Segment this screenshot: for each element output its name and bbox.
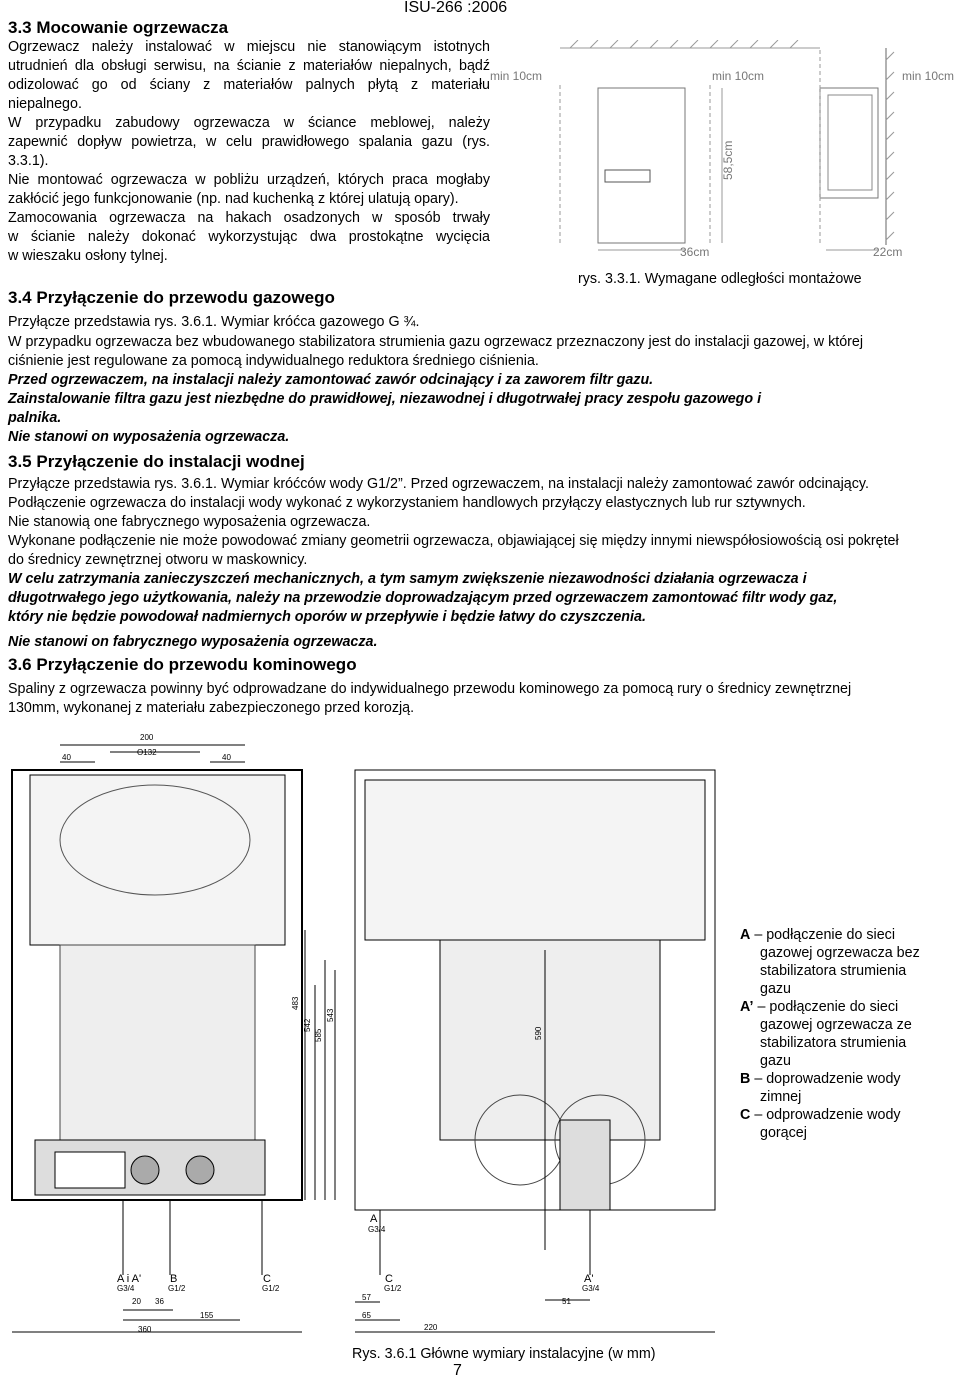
paragraph-line: do średnicy zewnętrznej otworu w maskownicy. — [8, 552, 308, 568]
dim-132: O132 — [137, 748, 157, 757]
paragraph-line: Podłączenie ogrzewacza do instalacji wody wykonać z wykorzystaniem handlowych przyłączy elastycznych lub rur sztywnych. — [8, 495, 806, 511]
paragraph-line: Zamocowania ogrzewacza na hakach osadzonych w sposób trwały — [8, 210, 490, 226]
dim-65: 65 — [362, 1311, 371, 1320]
dim-51: 51 — [562, 1297, 571, 1306]
legend-key-a: A — [740, 927, 751, 943]
legend-text: – odprowadzenie wody — [754, 1107, 901, 1123]
dim-360: 360 — [138, 1325, 152, 1334]
label-g12-cr: G1/2 — [384, 1284, 402, 1293]
legend-text: – podłączenie do sieci — [754, 927, 895, 943]
section-title-3-5: 3.5 Przyłączenie do instalacji wodnej — [8, 452, 305, 471]
connection-legend — [740, 926, 955, 1142]
legend-key-b: B — [740, 1071, 751, 1087]
legend-key-a-prime: A’ — [740, 999, 754, 1015]
legend-text: gorącej — [760, 1125, 807, 1141]
paragraph-line: utrudnień dla obsługi serwisu, na ścianie z materiałów niepalnych, bądź — [8, 58, 490, 74]
dim-483: 483 — [291, 996, 300, 1010]
height-label: 58,5cm — [721, 140, 735, 180]
paragraph-line: W celu zatrzymania zanieczyszczeń mechanicznych, a tym samym zwiększenie niezawodności działania ogrzewacza i — [8, 571, 807, 587]
label-c-right: C — [385, 1273, 393, 1285]
paragraph-line: 3.3.1). — [8, 153, 49, 169]
section-title-3-6: 3.6 Przyłączenie do przewodu kominowego — [8, 655, 357, 674]
paragraph-line: zapewnić dopływ powietrza, w celu prawidłowego spalania gazu (rys. — [8, 134, 490, 150]
min-mid-label: min 10cm — [712, 69, 765, 83]
paragraph-line: Nie stanowi on wyposażenia ogrzewacza. — [8, 429, 290, 445]
dim-543: 543 — [326, 1008, 335, 1022]
paragraph-line: Przyłącze przedstawia rys. 3.6.1. Wymiar króćców wody G1/2”. Przed ogrzewaczem, na instalacji należy zamontować zawór odcinający. — [8, 476, 869, 492]
paragraph-line: Przyłącze przedstawia rys. 3.6.1. Wymiar króćca gazowego G ¾. — [8, 314, 420, 330]
installation-dimensions-figure — [0, 720, 735, 1340]
paragraph-line: 130mm, wykonanej z materiału zabezpieczonego przed korozją. — [8, 700, 415, 716]
label-g12-c: G1/2 — [262, 1284, 280, 1293]
label-g12-b: G1/2 — [168, 1284, 186, 1293]
label-a-mid: A — [370, 1213, 378, 1225]
doc-id: ISU-266 :2006 — [404, 0, 508, 16]
dim-40-left: 40 — [62, 753, 71, 762]
paragraph-line: odizolować go od ściany z materiałów palnych płytą z materiału — [8, 77, 490, 93]
legend-text: stabilizatora strumienia — [760, 1035, 907, 1051]
paragraph-line: palnika. — [8, 410, 62, 426]
label-a-i-a-prime: A i A' — [117, 1273, 142, 1285]
section-3-5 — [8, 475, 952, 652]
legend-text: gazowej ogrzewacza bez — [760, 945, 920, 961]
paragraph-line: Zainstalowanie filtra gazu jest niezbędne do prawidłowej, niezawodnej i długotrwałej pracy zespołu gazowego i — [8, 391, 762, 407]
paragraph-line: ciśnienie jest regulowane za pomocą indywidualnego reduktora średniego ciśnienia. — [8, 353, 539, 369]
min-left-label: min 10cm — [490, 69, 543, 83]
dim-585: 585 — [314, 1028, 323, 1042]
page-number: 7 — [453, 1362, 462, 1379]
depth-22-label: 22cm — [873, 245, 903, 259]
legend-text: – podłączenie do sieci — [757, 999, 899, 1015]
legend-text: stabilizatora strumienia — [760, 963, 907, 979]
paragraph-line: w ścianie należy dokonać wykorzystując dwa prostokątne wycięcia — [8, 229, 490, 245]
dim-40-right: 40 — [222, 753, 231, 762]
paragraph: Ogrzewacz należy instalować w miejscu nie stanowiącym istotnych — [8, 39, 490, 55]
min-right-label: min 10cm — [902, 69, 955, 83]
paragraph-line: Przed ogrzewaczem, na instalacji należy zamontować zawór odcinający i za zaworem filtr gazu. — [8, 372, 654, 388]
paragraph-line: długotrwałego jego użytkowania, należy na przewodzie doprowadzającym przed ogrzewaczem zamontować filtr wody gaz, — [8, 590, 838, 606]
label-a-prime: A' — [584, 1273, 594, 1285]
dim-36: 36 — [155, 1297, 164, 1306]
paragraph-line: W przypadku ogrzewacza bez wbudowanego stabilizatora strumienia gazu ogrzewacz przeznaczony jest do instalacji gazowej, w której — [8, 334, 864, 350]
figure-caption-3-3-1: rys. 3.3.1. Wymagane odległości montażowe — [578, 271, 862, 287]
ceiling-hatch — [570, 40, 798, 48]
section-3-3 — [8, 18, 490, 266]
label-c-left: C — [263, 1273, 271, 1285]
paragraph-line: który nie będzie powodował nadmiernych oporów w przepływie i będzie łatwy do czyszczenia. — [8, 609, 646, 625]
label-g34-mid: G3/4 — [368, 1225, 386, 1234]
label-b: B — [170, 1273, 178, 1285]
paragraph-line: Spaliny z ogrzewacza powinny być odprowadzane do indywidualnego przewodu kominowego za pomocą rury o średnicy zewnętrznej — [8, 681, 852, 697]
dim-57: 57 — [362, 1293, 371, 1302]
section-3-4 — [8, 333, 952, 447]
dim-220: 220 — [424, 1323, 438, 1332]
legend-key-c: C — [740, 1107, 751, 1123]
dim-200: 200 — [140, 733, 154, 742]
paragraph-line: Nie stanowi on fabrycznego wyposażenia ogrzewacza. — [8, 634, 378, 650]
paragraph-line: w wieszaku osłony tylnej. — [8, 248, 168, 264]
legend-text: – doprowadzenie wody — [754, 1071, 901, 1087]
paragraph-line: niepalnego. — [8, 96, 82, 112]
figure-caption-3-6-1: Rys. 3.6.1 Główne wymiary instalacyjne (w mm) — [352, 1346, 656, 1362]
dim-155: 155 — [200, 1311, 214, 1320]
dim-542: 542 — [303, 1018, 312, 1032]
label-g34-right: G3/4 — [582, 1284, 600, 1293]
paragraph-line: Nie stanowią one fabrycznego wyposażenia ogrzewacza. — [8, 514, 371, 530]
legend-text: zimnej — [760, 1089, 802, 1105]
section-title-3-3: 3.3 Mocowanie ogrzewacza — [8, 18, 229, 37]
dim-20: 20 — [132, 1297, 141, 1306]
section-3-6 — [8, 680, 952, 718]
legend-text: gazu — [760, 981, 792, 997]
section-title-3-4: 3.4 Przyłączenie do przewodu gazowego — [8, 288, 335, 307]
paragraph-line: zakłócić jego funkcjonowanie (np. nad kuchenką z której ulatują opary). — [8, 191, 459, 207]
width-36-label: 36cm — [680, 245, 710, 259]
paragraph-line: W przypadku zabudowy ogrzewacza w ściance meblowej, należy — [8, 115, 490, 131]
legend-text: gazu — [760, 1053, 792, 1069]
legend-text: gazowej ogrzewacza ze — [760, 1017, 912, 1033]
dim-590: 590 — [534, 1026, 543, 1040]
paragraph-line: Nie montować ogrzewacza w pobliżu urządzeń, których praca mogłaby — [8, 172, 490, 188]
label-g34-left: G3/4 — [117, 1284, 135, 1293]
mounting-distances-figure — [490, 40, 960, 265]
paragraph-line: Wykonane podłączenie nie może powodować zmiany geometrii ogrzewacza, objawiającej się między innymi niewspółosiowością osi pokręteł — [8, 533, 899, 549]
